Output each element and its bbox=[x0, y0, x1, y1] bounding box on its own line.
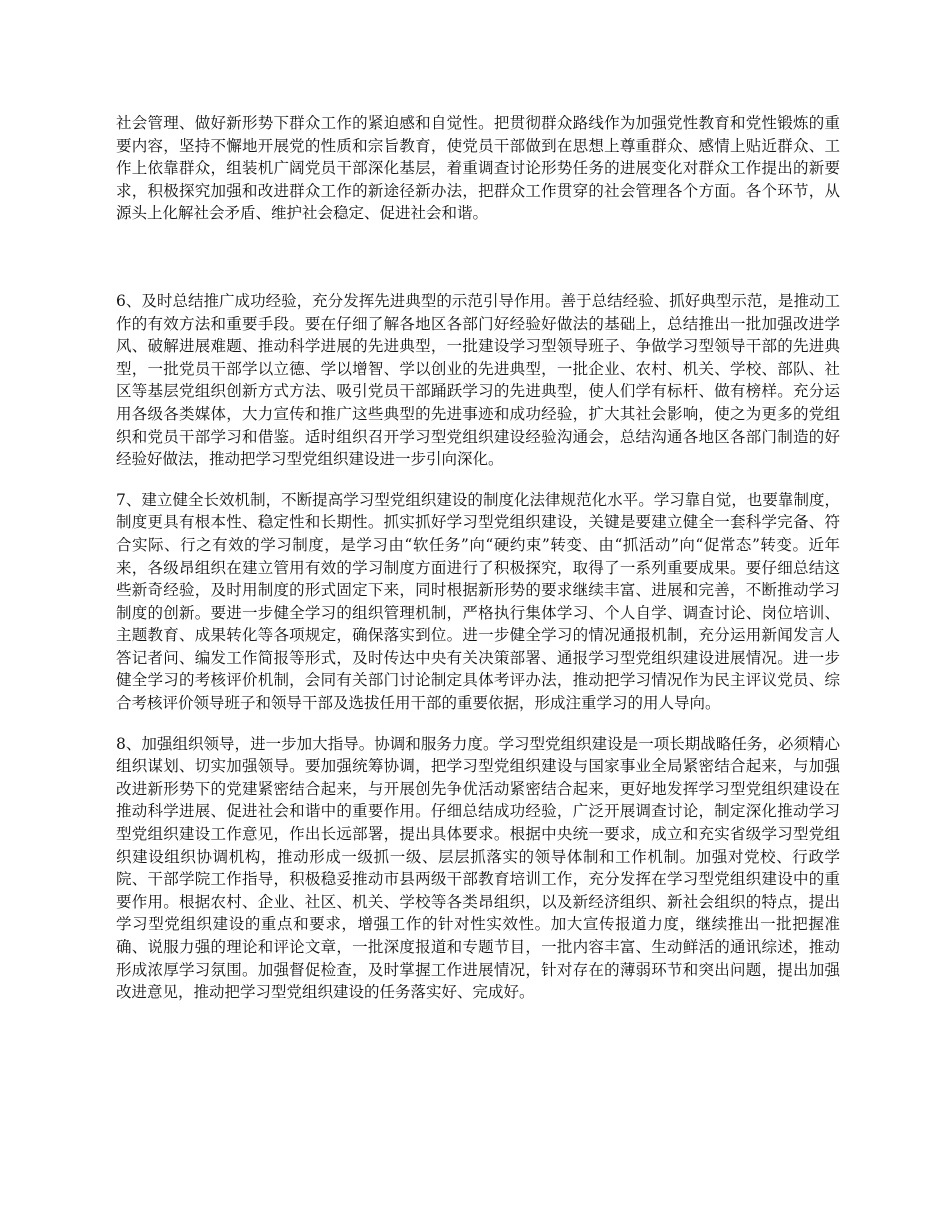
document-body bbox=[116, 112, 840, 1004]
paragraph-intro: 社会管理、做好新形势下群众工作的紧迫感和自觉性。把贯彻群众路线作为加强党性教育和党性锻炼的重要内容，坚持不懈地开展党的性质和宗旨教育，使党员干部做到在思想上尊重群众、感情上贴近群众、工作上依靠群众，组装机广阔党员干部深化基层，着重调查讨论形势任务的进展变化对群众工作提出的新要求，积极探究加强和改进群众工作的新途径新办法，把群众工作贯穿的社会管理各个方面。各个环节，从源头上化解社会矛盾、维护社会稳定、促进社会和谐。 bbox=[116, 114, 840, 223]
paragraph-7: 7、建立健全长效机制，不断提高学习型党组织建设的制度化法律规范化水平。学习靠自觉，也要靠制度，制度更具有根本性、稳定性和长期性。抓实抓好学习型党组织建设，关键是要建立健全一套科学完备、符合实际、行之有效的学习制度，是学习由“软任务”向“硬约束”转变、由“抓活动”向“促常态”转变。近年来，各级昂组织在建立管用有效的学习制度方面进行了积极探究，取得了一系列重要成果。要仔细总结这些新奇经验，及时用制度的形式固定下来，同时根据新形势的要求继续丰富、进展和完善，不断推动学习制度的创新。要进一步健全学习的组织管理机制，严格执行集体学习、个人自学、调查讨论、岗位培训、主题教育、成果转化等各项规定，确保落实到位。进一步健全学习的情况通报机制，充分运用新闻发言人答记者问、编发工作简报等形式，及时传达中央有关决策部署、通报学习型党组织建设进展情况。进一步健全学习的考核评价机制，会同有关部门讨论制定具体考评办法，推动把学习情况作为民主评议党员、综合考核评价领导班子和领导干部及选拔任用干部的重要依据，形成注重学习的用人导向。 bbox=[116, 490, 840, 713]
paragraph-8: 8、加强组织领导，进一步加大指导。协调和服务力度。学习型党组织建设是一项长期战略任务，必须精心组织谋划、切实加强领导。要加强统筹协调，把学习型党组织建设与国家事业全局紧密结合起来，与加强改进新形势下的党建紧密结合起来，与开展创先争优活动紧密结合起来，更好地发挥学习型党组织建设在推动科学进展、促进社会和谐中的重要作用。仔细总结成功经验，广泛开展调查讨论，制定深化推动学习型党组织建设工作意见，作出长远部署，提出具体要求。根据中央统一要求，成立和充实省级学习型党组织建设组织协调机构，推动形成一级抓一级、层层抓落实的领导体制和工作机制。加强对党校、行政学院、干部学院工作指导，积极稳妥推动市县两级干部教育培训工作，充分发挥在学习型党组织建设中的重要作用。根据农村、企业、社区、机关、学校等各类昂组织，以及新经济组织、新社会组织的特点，提出学习型党组织建设的重点和要求，增强工作的针对性实效性。加大宣传报道力度，继续推出一批把握准确、说服力强的理论和评论文章，一批深度报道和专题节目，一批内容丰富、生动鲜活的通讯综述，推动形成浓厚学习氛围。加强督促检查，及时掌握工作进展情况，针对存在的薄弱环节和突出问题，提出加强改进意见，推动把学习型党组织建设的任务落实好、完成好。 bbox=[116, 734, 840, 1002]
paragraph-6: 6、及时总结推广成功经验，充分发挥先进典型的示范引导作用。善于总结经验、抓好典型示范，是推动工作的有效方法和重要手段。要在仔细了解各地区各部门好经验好做法的基础上，总结推出一批加强改进学风、破解进展难题、推动科学进展的先进典型，一批建设学习型领导班子、争做学习型领导干部的先进典型，一批党员干部学以立德、学以增智、学以创业的先进典型，一批企业、农村、机关、学校、部队、社区等基层党组织创新方式方法、吸引党员干部踊跃学习的先进典型，使人们学有标杆、做有榜样。充分运用各级各类媒体，大力宣传和推广这些典型的先进事迹和成功经验，扩大其社会影响，使之为更多的党组织和党员干部学习和借鉴。适时组织召开学习型党组织建设经验沟通会，总结沟通各地区各部门制造的好经验好做法，推动把学习型党组织建设进一步引向深化。 bbox=[116, 291, 840, 469]
